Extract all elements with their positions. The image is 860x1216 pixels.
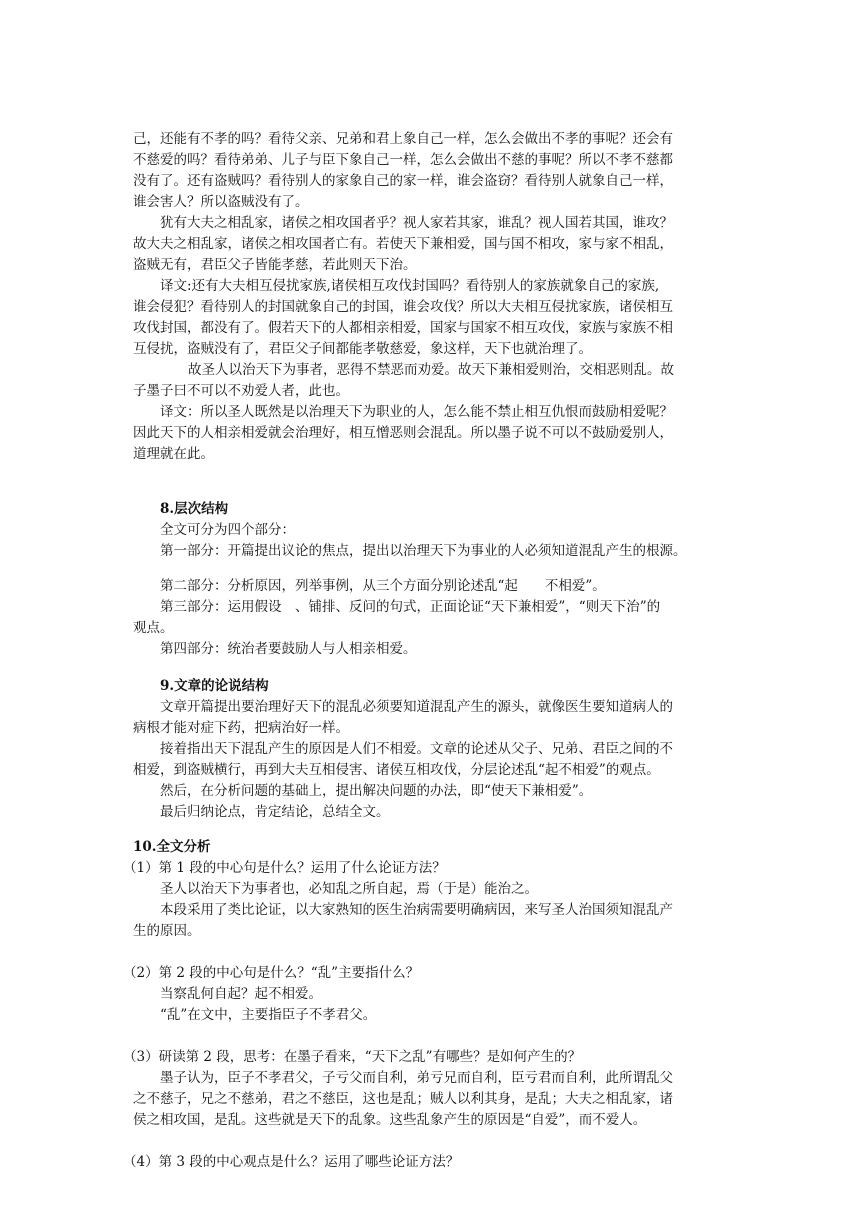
text-line: 盗贼无有，君臣父子皆能孝慈，若此则天下治。 bbox=[133, 257, 417, 273]
text-line: 生的原因。 bbox=[133, 923, 201, 939]
text-line: 己，还能有不孝的吗？看待父亲、兄弟和君上象自己一样，怎么会做出不孝的事呢？还会有 bbox=[133, 131, 673, 147]
text-line: 谁会侵犯？看待别人的封国就象自己的封国，谁会攻伐？所以大夫相互侵扰家族，诸侯相互 bbox=[133, 299, 673, 315]
section-heading: 9.文章的论说结构 bbox=[160, 678, 269, 694]
text-line: 互侵扰，盗贼没有了，君臣父子间都能孝敬慈爱，象这样，天下也就治理了。 bbox=[133, 341, 592, 357]
text-line: 相爱，到盗贼横行，再到大夫互相侵害、诸侯互相攻伐，分层论述乱“起不相爱”的观点。 bbox=[133, 762, 660, 778]
text-line: 犹有大夫之相乱家，诸侯之相攻国者乎？视人家若其家，谁乱？视人国若其国，谁攻？ bbox=[160, 215, 673, 231]
text-line: （1）第 1 段的中心句是什么？运用了什么论证方法？ bbox=[123, 860, 446, 876]
text-line: 攻伐封国，都没有了。假若天下的人都相亲相爱，国家与国家不相互攻伐，家族与家族不相 bbox=[133, 320, 673, 336]
text-line: 故圣人以治天下为事者，恶得不禁恶而劝爱。故天下兼相爱则治，交相恶则乱。故 bbox=[188, 362, 674, 378]
text-line: 本段采用了类比论证，以大家熟知的医生治病需要明确病因，来写圣人治国须知混乱产 bbox=[160, 902, 673, 918]
text-line: 侯之相攻国，是乱。这些就是天下的乱象。这些乱象产生的原因是“自爱”，而不爱人。 bbox=[133, 1112, 647, 1128]
text-line: 然后，在分析问题的基础上，提出解决问题的办法，即“使天下兼相爱”。 bbox=[160, 783, 593, 799]
text-line: 译文:还有大夫相互侵扰家族,诸侯相互攻伐封国吗？看待别人的家族就象自己的家族, bbox=[160, 278, 660, 294]
text-line: 第四部分：统治者要鼓励人与人相亲相爱。 bbox=[160, 641, 417, 657]
text-line: 第二部分：分析原因，列举事例，从三个方面分别论述乱“起 不相爱”。 bbox=[160, 578, 606, 594]
text-line: 因此天下的人相亲相爱就会治理好，相互憎恶则会混乱。所以墨子说不可以不鼓励爱别人， bbox=[133, 425, 673, 441]
text-line: 最后归纳论点，肯定结论，总结全文。 bbox=[160, 804, 390, 820]
text-line: 接着指出天下混乱产生的原因是人们不相爱。文章的论述从父子、兄弟、君臣之间的不 bbox=[160, 741, 673, 757]
text-line: 全文可分为四个部分： bbox=[160, 522, 295, 538]
text-line: 道理就在此。 bbox=[133, 446, 214, 462]
text-line: 之不慈子，兄之不慈弟，君之不慈臣，这也是乱；贼人以利其身，是乱；大夫之相乱家，诸 bbox=[133, 1091, 673, 1107]
text-line: 观点。 bbox=[133, 620, 174, 636]
text-line: 墨子认为，臣子不孝君父，子亏父而自利，弟亏兄而自利，臣亏君而自利，此所谓乱父 bbox=[160, 1070, 673, 1086]
text-line: “乱”在文中，主要指臣子不孝君父。 bbox=[160, 1007, 377, 1023]
section-heading: 8.层次结构 bbox=[160, 501, 229, 517]
text-line: 当察乱何自起？起不相爱。 bbox=[160, 986, 322, 1002]
text-line: 圣人以治天下为事者也，必知乱之所自起，焉（于是）能治之。 bbox=[160, 881, 538, 897]
text-line: 第三部分：运用假设 、铺排、反问的句式，正面论证“天下兼相爱”，“则天下治”的 bbox=[160, 599, 661, 615]
text-line: （2）第 2 段的中心句是什么？“乱”主要指什么？ bbox=[123, 965, 420, 981]
text-line: 文章开篇提出要治理好天下的混乱必须要知道混乱产生的源头，就像医生要知道病人的 bbox=[160, 699, 673, 715]
text-line: （4）第 3 段的中心观点是什么？运用了哪些论证方法？ bbox=[123, 1154, 460, 1170]
text-line: （3）研读第 2 段，思考：在墨子看来，“天下之乱”有哪些？是如何产生的？ bbox=[123, 1049, 582, 1065]
text-line: 谁会害人？所以盗贼没有了。 bbox=[133, 194, 309, 210]
text-line: 病根才能对症下药，把病治好一样。 bbox=[133, 720, 349, 736]
text-line: 没有了。还有盗贼吗？看待别人的家象自己的家一样，谁会盗窃？看待别人就象自己一样， bbox=[133, 173, 673, 189]
section-heading: 10.全文分析 bbox=[133, 839, 211, 855]
text-line: 第一部分：开篇提出议论的焦点，提出以治理天下为事业的人必须知道混乱产生的根源。 bbox=[160, 543, 687, 559]
text-line: 故大夫之相乱家，诸侯之相攻国者亡有。若使天下兼相爱，国与国不相攻，家与家不相乱， bbox=[133, 236, 673, 252]
text-line: 译文：所以圣人既然是以治理天下为职业的人，怎么能不禁止相互仇恨而鼓励相爱呢？ bbox=[160, 404, 673, 420]
text-line: 子墨子曰不可以不劝爱人者，此也。 bbox=[133, 383, 349, 399]
text-line: 不慈爱的吗？看待弟弟、儿子与臣下象自己一样，怎么会做出不慈的事呢？所以不孝不慈都 bbox=[133, 152, 673, 168]
